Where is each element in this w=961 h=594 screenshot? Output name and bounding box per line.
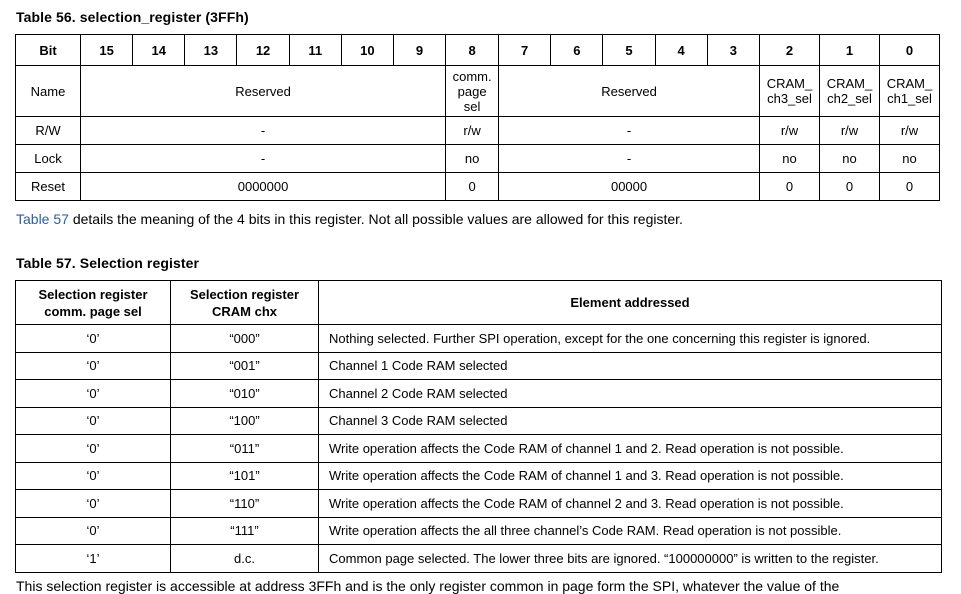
header-cell: 14	[133, 35, 185, 66]
table-57-caption: Table 57. Selection register	[16, 255, 200, 271]
header-cell: 3	[707, 35, 759, 66]
bit0-name-line: ch1_sel	[887, 91, 932, 106]
header-line: comm. page sel	[44, 303, 142, 319]
reset-bit2-cell: 0	[760, 173, 820, 201]
header-cell: 0	[880, 35, 940, 66]
element-addressed-header: Element addressed	[319, 281, 942, 325]
element-addressed-cell: Nothing selected. Further SPI operation, except for the one concerning this register is ignored.	[319, 325, 942, 353]
comm-page-sel-header	[16, 281, 171, 325]
reset-bit0-cell: 0	[880, 173, 940, 201]
header-cell: 10	[341, 35, 393, 66]
bit8-name-line: page	[457, 83, 487, 99]
table-57-body	[16, 325, 942, 573]
element-addressed-cell: Channel 1 Code RAM selected	[319, 352, 942, 380]
page-sel-cell: ‘0’	[16, 325, 171, 353]
header-cell: 2	[760, 35, 820, 66]
header-cell: 15	[81, 35, 133, 66]
page-sel-cell: ‘0’	[16, 380, 171, 408]
row-label: Name	[16, 66, 81, 117]
cram-chx-cell: “001”	[171, 352, 319, 380]
cram-chx-cell: “010”	[171, 380, 319, 408]
header-cell: 5	[603, 35, 655, 66]
header-cell: 8	[446, 35, 499, 66]
element-addressed-cell: Common page selected. The lower three bits are ignored. “100000000” is written to the register.	[319, 545, 942, 573]
lock-low-cell: -	[499, 145, 760, 173]
bit2-name-line: ch3_sel	[767, 91, 812, 106]
table-row	[16, 517, 942, 545]
table-row	[16, 462, 942, 490]
bit8-name-line: comm.	[452, 68, 492, 84]
reset-bit1-cell: 0	[820, 173, 880, 201]
header-cell: Bit	[16, 35, 81, 66]
header-cell: 9	[393, 35, 445, 66]
bit1-name-line: ch2_sel	[827, 91, 872, 106]
cram-ch2-sel-cell	[820, 66, 880, 117]
table-row	[16, 407, 942, 435]
lock-bit8-cell: no	[446, 145, 499, 173]
cram-chx-cell: “000”	[171, 325, 319, 353]
rw-bit1-cell: r/w	[820, 117, 880, 145]
table-row	[16, 490, 942, 518]
lock-high-cell: -	[81, 145, 446, 173]
header-cell: 12	[237, 35, 289, 66]
cram-chx-cell: “101”	[171, 462, 319, 490]
page-sel-cell: ‘0’	[16, 462, 171, 490]
reset-row	[16, 173, 940, 201]
reset-high-cell: 0000000	[81, 173, 446, 201]
cram-chx-cell: “011”	[171, 435, 319, 463]
bit-header-row	[16, 35, 940, 66]
header-cell: 13	[185, 35, 237, 66]
page-sel-cell: ‘0’	[16, 490, 171, 518]
header-line: Selection register	[189, 286, 300, 302]
header-cell: 1	[820, 35, 880, 66]
trailing-paragraph: This selection register is accessible at address 3FFh and is the only register common in page form the SPI, whatever the value of the	[16, 578, 840, 594]
table-56-caption: Table 56. selection_register (3FFh)	[16, 9, 249, 25]
page-sel-cell: ‘0’	[16, 407, 171, 435]
header-cell: 6	[551, 35, 603, 66]
row-label: Lock	[16, 145, 81, 173]
rw-row	[16, 117, 940, 145]
reserved-high-cell: Reserved	[81, 66, 446, 117]
lock-row	[16, 145, 940, 173]
table-57-link[interactable]: Table 57	[16, 211, 69, 227]
table-row	[16, 380, 942, 408]
cram-ch1-sel-cell	[880, 66, 940, 117]
element-addressed-cell: Channel 2 Code RAM selected	[319, 380, 942, 408]
element-addressed-cell: Channel 3 Code RAM selected	[319, 407, 942, 435]
comm-page-sel-cell	[446, 66, 499, 117]
intro-text: details the meaning of the 4 bits in this register. Not all possible values are allowed for this register.	[68, 211, 683, 227]
bit1-name-line: CRAM_	[826, 76, 873, 91]
cram-ch3-sel-cell	[760, 66, 820, 117]
header-line: Selection register	[38, 286, 148, 302]
bit8-name-line: sel	[463, 98, 481, 114]
table-row	[16, 352, 942, 380]
selection-register-table	[15, 280, 942, 573]
element-addressed-cell: Write operation affects the all three channel’s Code RAM. Read operation is not possible.	[319, 517, 942, 545]
header-cell: 11	[289, 35, 341, 66]
cram-chx-cell: “110”	[171, 490, 319, 518]
bit2-name-line: CRAM_	[766, 76, 813, 91]
cram-chx-header	[171, 281, 319, 325]
lock-bit2-cell: no	[760, 145, 820, 173]
rw-bit8-cell: r/w	[446, 117, 499, 145]
rw-bit2-cell: r/w	[760, 117, 820, 145]
lock-bit1-cell: no	[820, 145, 880, 173]
rw-bit0-cell: r/w	[880, 117, 940, 145]
element-addressed-cell: Write operation affects the Code RAM of channel 1 and 3. Read operation is not possible.	[319, 462, 942, 490]
table-row	[16, 435, 942, 463]
header-cell: 4	[655, 35, 707, 66]
row-label: R/W	[16, 117, 81, 145]
rw-low-cell: -	[499, 117, 760, 145]
page-sel-cell: ‘0’	[16, 517, 171, 545]
element-addressed-cell: Write operation affects the Code RAM of channel 1 and 2. Read operation is not possible.	[319, 435, 942, 463]
element-addressed-cell: Write operation affects the Code RAM of channel 2 and 3. Read operation is not possible.	[319, 490, 942, 518]
reset-low-cell: 00000	[499, 173, 760, 201]
row-label: Reset	[16, 173, 81, 201]
page-sel-cell: ‘1’	[16, 545, 171, 573]
reset-bit8-cell: 0	[446, 173, 499, 201]
header-cell: 7	[499, 35, 551, 66]
cram-chx-cell: “100”	[171, 407, 319, 435]
name-row	[16, 66, 940, 117]
page-sel-cell: ‘0’	[16, 435, 171, 463]
lock-bit0-cell: no	[880, 145, 940, 173]
intro-paragraph	[16, 211, 683, 227]
table-row	[16, 545, 942, 573]
selection-register-bitfield-table	[15, 34, 940, 201]
rw-high-cell: -	[81, 117, 446, 145]
header-line: CRAM chx	[211, 303, 277, 319]
cram-chx-cell: d.c.	[171, 545, 319, 573]
reserved-low-cell: Reserved	[499, 66, 760, 117]
table-57-header-row	[16, 281, 942, 325]
cram-chx-cell: “111”	[171, 517, 319, 545]
page-sel-cell: ‘0’	[16, 352, 171, 380]
bit0-name-line: CRAM_	[886, 76, 933, 91]
table-row	[16, 325, 942, 353]
